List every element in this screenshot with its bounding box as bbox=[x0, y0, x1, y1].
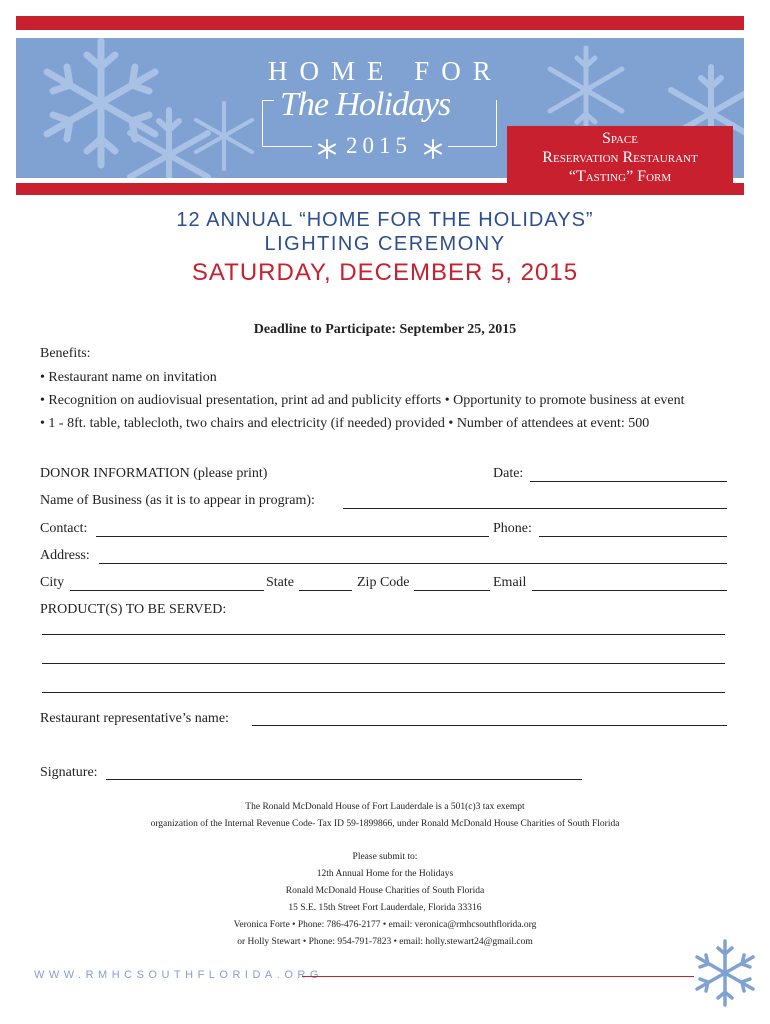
zip-code-label: Zip Code bbox=[357, 575, 410, 590]
footer-red-line bbox=[302, 976, 694, 977]
logo-frame-left bbox=[262, 100, 263, 146]
products-label: PRODUCT(S) TO BE SERVED: bbox=[40, 602, 227, 617]
zip-code-field[interactable] bbox=[414, 590, 490, 591]
submit-address-1: 12th Annual Home for the Holidays bbox=[316, 869, 454, 879]
city-label: City bbox=[40, 575, 65, 590]
logo-holidays-script: The Holidays bbox=[280, 86, 451, 123]
logo-year: 2015 bbox=[346, 133, 412, 158]
email-label: Email bbox=[493, 575, 527, 590]
benefits-heading: Benefits: bbox=[40, 346, 91, 361]
snowflake-icon bbox=[688, 936, 762, 1010]
contact-label: Contact: bbox=[40, 521, 88, 536]
representative-field[interactable] bbox=[252, 725, 727, 726]
logo-frame-right bbox=[496, 100, 497, 146]
submit-address-3: 15 S.E. 15th Street Fort Lauderdale, Florida 33316 bbox=[288, 903, 482, 913]
state-label: State bbox=[266, 575, 294, 590]
date-field[interactable] bbox=[530, 481, 727, 482]
snowflake-icon bbox=[184, 96, 264, 176]
website-url: WWW.RMHCSOUTHFLORIDA.ORG bbox=[34, 969, 323, 981]
snowflake-icon bbox=[536, 40, 636, 140]
submit-address-2: Ronald McDonald House Charities of South Florida bbox=[285, 886, 485, 896]
logo-frame-right-bottom bbox=[448, 146, 496, 147]
logo-frame-left-top bbox=[262, 100, 274, 101]
deadline-text: Deadline to Participate: September 25, 2015 bbox=[253, 322, 517, 337]
contact-holly: or Holly Stewart • Phone: 954-791-7823 • email: holly.stewart24@gmail.com bbox=[237, 937, 533, 947]
address-field[interactable] bbox=[99, 563, 727, 564]
form-type-line2: Reservation Restaurant bbox=[542, 149, 698, 166]
phone-label: Phone: bbox=[493, 521, 532, 536]
submit-heading: Please submit to: bbox=[352, 852, 418, 862]
business-name-label: Name of Business (as it is to appear in program): bbox=[40, 493, 315, 508]
address-label: Address: bbox=[40, 548, 90, 563]
tax-exempt-line-2: organization of the Internal Revenue Code- Tax ID 59-1899866, under Ronald McDonald House Charities of South Florida bbox=[150, 819, 620, 829]
tax-exempt-line-1: The Ronald McDonald House of Fort Lauderdale is a 501(c)3 tax exempt bbox=[245, 802, 525, 812]
small-snowflake-right-icon bbox=[422, 138, 444, 160]
benefit-item: • Recognition on audiovisual presentation, print ad and publicity efforts • Opportunity to promote business at event bbox=[40, 393, 685, 408]
event-title: 12 ANNUAL “HOME FOR THE HOLIDAYS” bbox=[176, 209, 594, 231]
city-field[interactable] bbox=[70, 590, 264, 591]
email-field[interactable] bbox=[532, 590, 727, 591]
benefit-item: • Restaurant name on invitation bbox=[40, 370, 217, 385]
small-snowflake-left-icon bbox=[316, 138, 338, 160]
business-name-field[interactable] bbox=[343, 508, 727, 509]
products-line-1[interactable] bbox=[42, 634, 725, 635]
contact-veronica: Veronica Forte • Phone: 786-476-2177 • email: veronica@rmhcsouthflorida.org bbox=[233, 920, 537, 930]
event-date: SATURDAY, DECEMBER 5, 2015 bbox=[191, 259, 579, 286]
form-type-line3: “Tasting” Form bbox=[568, 168, 672, 185]
form-type-box bbox=[507, 126, 733, 186]
state-field[interactable] bbox=[299, 590, 352, 591]
top-red-bar bbox=[16, 16, 744, 30]
products-line-2[interactable] bbox=[42, 663, 725, 664]
logo-frame-left-bottom bbox=[262, 146, 312, 147]
event-subtitle: LIGHTING CEREMONY bbox=[264, 233, 506, 255]
products-line-3[interactable] bbox=[42, 692, 725, 693]
phone-field[interactable] bbox=[539, 536, 727, 537]
form-type-line1: Space bbox=[601, 130, 638, 147]
date-label: Date: bbox=[493, 466, 524, 481]
logo-home-for: HOME FOR bbox=[268, 56, 503, 86]
signature-label: Signature: bbox=[40, 765, 98, 780]
signature-field[interactable] bbox=[106, 779, 582, 780]
benefit-item: • 1 - 8ft. table, tablecloth, two chairs and electricity (if needed) provided • Number of attendees at event: 500 bbox=[40, 416, 650, 431]
representative-label: Restaurant representative’s name: bbox=[40, 711, 229, 726]
contact-field[interactable] bbox=[96, 536, 489, 537]
donor-info-label: DONOR INFORMATION (please print) bbox=[40, 466, 268, 481]
